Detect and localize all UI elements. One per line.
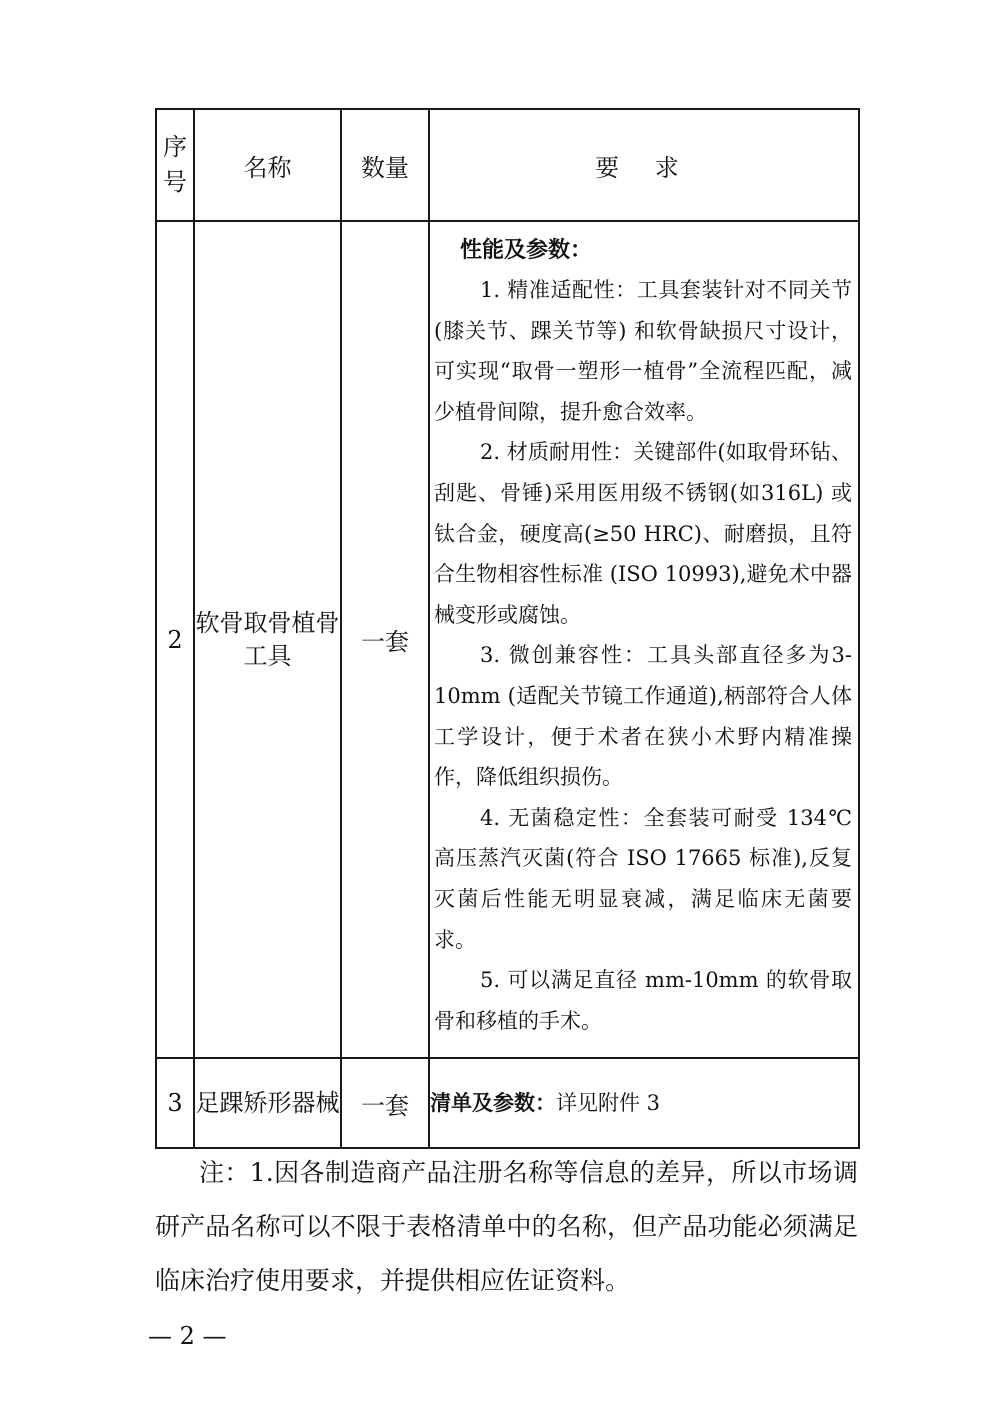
row-seq: 3	[156, 1058, 194, 1148]
requirements-table	[155, 108, 860, 1149]
req-item: 2. 材质耐用性：关键部件(如取骨环钻、刮匙、骨锤)采用医用级不锈钢(如316L) 或钛合金，硬度高(≥50 HRC)、耐磨损，且符合生物相容性标准 (ISO 10993),避免术中器械变形或腐蚀。	[434, 440, 852, 627]
row-qty: 一套	[341, 1058, 429, 1148]
req-label: 清单及参数：	[430, 1090, 556, 1115]
footnote: 注：1.因各制造商产品注册名称等信息的差异，所以市场调研产品名称可以不限于表格清单中的名称，但产品功能必须满足临床治疗使用要求，并提供相应佐证资料。	[155, 1158, 858, 1295]
table-header-row	[156, 109, 859, 221]
table-row	[156, 221, 859, 1058]
header-qty: 数量	[341, 109, 429, 221]
row-requirements	[429, 1058, 859, 1148]
req-title: 性能及参数：	[460, 237, 593, 263]
header-seq	[156, 109, 194, 221]
row-qty: 一套	[341, 221, 429, 1058]
req-item: 1. 精准适配性：工具套装针对不同关节(膝关节、踝关节等) 和软骨缺损尺寸设计，可实现“取骨一塑形一植骨”全流程匹配，减少植骨间隙，提升愈合效率。	[434, 278, 852, 424]
row-seq: 2	[156, 221, 194, 1058]
req-item: 5. 可以满足直径 mm-10mm 的软骨取骨和移植的手术。	[434, 968, 852, 1033]
page-number: — 2 —	[148, 1322, 227, 1350]
req-item: 4. 无菌稳定性：全套装可耐受 134℃ 高压蒸汽灭菌(符合 ISO 17665 标准),反复灭菌后性能无明显衰减，满足临床无菌要求。	[434, 805, 852, 952]
req-item: 3. 微创兼容性：工具头部直径多为3-10mm (适配关节镜工作通道),柄部符合人体工学设计，便于术者在狭小术野内精准操作，降低组织损伤。	[434, 643, 852, 790]
header-seq-top: 序	[163, 133, 187, 161]
header-req: 要 求	[429, 109, 859, 221]
req-value: 详见附件 3	[556, 1091, 661, 1115]
row-requirements	[429, 221, 859, 1058]
header-name: 名称	[194, 109, 341, 221]
row-name: 足踝矫形器械	[194, 1058, 341, 1148]
row-name: 软骨取骨植骨工具	[194, 221, 341, 1058]
table-row	[156, 1058, 859, 1148]
header-seq-bottom: 号	[163, 168, 187, 196]
